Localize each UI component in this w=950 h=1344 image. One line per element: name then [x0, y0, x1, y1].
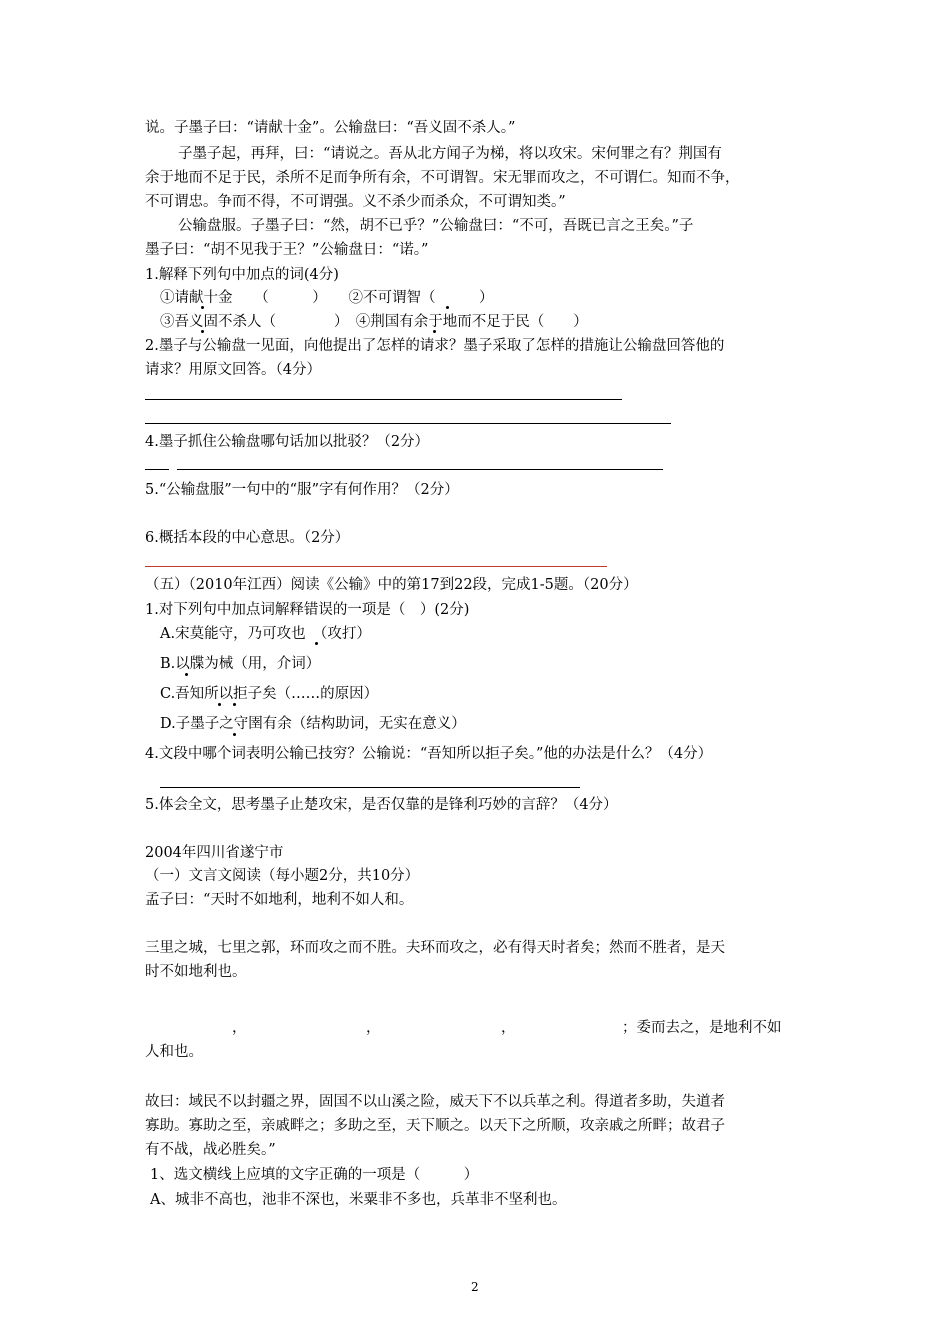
- section-heading: （五）（2010年江西）阅读《公输》中的第17到22段，完成1-5题。（20分）: [145, 577, 638, 593]
- answer-line[interactable]: [160, 787, 580, 788]
- blank-comma: ，: [232, 1020, 247, 1036]
- question-text: 1、选文横线上应填的文字正确的一项是（ ）: [150, 1167, 479, 1183]
- page-number: 2: [471, 1280, 479, 1294]
- text-line: ；委而去之，是地利不如: [622, 1020, 782, 1036]
- answer-line[interactable]: [145, 469, 169, 470]
- text-line: 不可谓忠。争而不得，不可谓强。义不杀少而杀众，不可谓知类。”: [145, 194, 566, 210]
- choice-option: D.子墨子之守圉有余（结构助词，无实在意义）: [160, 716, 466, 732]
- text-line: 说。子墨子曰：“请献十金”。公输盘曰：“吾义固不杀人。”: [145, 120, 516, 136]
- choice-option: A、城非不高也，池非不深也，米粟非不多也，兵革非不坚利也。: [150, 1192, 567, 1208]
- choice-option: C.吾知所以拒子矣（……的原因）: [160, 686, 379, 702]
- question-text: 6.概括本段的中心意思。（2分）: [145, 530, 350, 546]
- question-option: ①请献十金 （ ） ②不可谓智（ ）: [160, 290, 494, 306]
- question-text: 请求？用原文回答。（4分）: [145, 362, 321, 378]
- text-line: 子墨子起，再拜，曰：“请说之。吾从北方闻子为梯，将以攻宋。宋何罪之有？荆国有: [178, 146, 722, 162]
- emphasis-dot: [315, 642, 318, 645]
- question-heading: 1.解释下列句中加点的词(4分): [145, 267, 339, 283]
- text-line: 寡助。寡助之至，亲戚畔之；多助之至，天下顺之。以天下之所顺，攻亲戚之所畔；故君子: [145, 1118, 725, 1134]
- text-line: 人和也。: [145, 1044, 203, 1060]
- emphasis-dot: [218, 703, 221, 706]
- answer-line[interactable]: [177, 469, 663, 470]
- question-text: 5.体会全文，思考墨子止楚攻宋，是否仅靠的是锋利巧妙的言辞？（4分）: [145, 797, 618, 813]
- emphasis-dot: [233, 733, 236, 736]
- choice-option: B.以牒为械（用，介词）: [160, 656, 321, 672]
- emphasis-dot: [446, 306, 449, 309]
- blank-comma: ，: [501, 1020, 516, 1036]
- answer-line[interactable]: [145, 423, 671, 424]
- question-text: 4.文段中哪个词表明公输已技穷？公输说：“吾知所以拒子矣。”他的办法是什么？（4分）: [145, 746, 713, 762]
- question-text: 5.“公输盘服”一句中的“服”字有何作用？（2分）: [145, 482, 459, 498]
- answer-line[interactable]: [145, 399, 622, 400]
- text-line: 时不如地利也。: [145, 964, 247, 980]
- question-text: 2.墨子与公输盘一见面，向他提出了怎样的请求？墨子采取了怎样的措施让公输盘回答他的: [145, 338, 725, 354]
- question-option: ③吾义固不杀人（ ） ④荆国有余于地而不足于民（ ）: [160, 314, 588, 330]
- text-line: 三里之城，七里之郭，环而攻之而不胜。夫环而攻之，必有得天时者矣；然而不胜者，是天: [145, 940, 725, 956]
- section-heading: （一）文言文阅读（每小题2分，共10分）: [145, 868, 420, 884]
- choice-option: A.宋莫能守，乃可攻也 （攻打）: [160, 626, 371, 642]
- text-line: 孟子曰：“天时不如地利，地利不如人和。: [145, 892, 414, 908]
- emphasis-dot: [433, 330, 436, 333]
- text-line: 有不战，战必胜矣。”: [145, 1142, 276, 1158]
- blank-comma: ，: [366, 1020, 381, 1036]
- emphasis-dot: [201, 306, 204, 309]
- question-text: 1.对下列句中加点词解释错误的一项是（ ）(2分): [145, 602, 470, 618]
- text-line: 故曰：域民不以封疆之界，固国不以山溪之险，威天下不以兵革之利。得道者多助，失道者: [145, 1094, 725, 1110]
- text-line: 公输盘服。子墨子曰：“然，胡不已乎？”公输盘曰：“不可，吾既已言之王矣。”子: [178, 218, 694, 234]
- question-text: 4.墨子抓住公输盘哪句话加以批驳？（2分）: [145, 434, 430, 450]
- source-heading: 2004年四川省遂宁市: [145, 845, 284, 861]
- emphasis-dot: [201, 330, 204, 333]
- section-divider: [145, 566, 607, 567]
- text-line: 墨子曰：“胡不见我于王？”公输盘日：“诺。”: [145, 242, 429, 258]
- emphasis-dot: [233, 703, 236, 706]
- text-line: 余于地而不足于民，杀所不足而争所有余，不可谓智。宋无罪而攻之，不可谓仁。知而不争，: [145, 170, 740, 186]
- emphasis-dot: [185, 673, 188, 676]
